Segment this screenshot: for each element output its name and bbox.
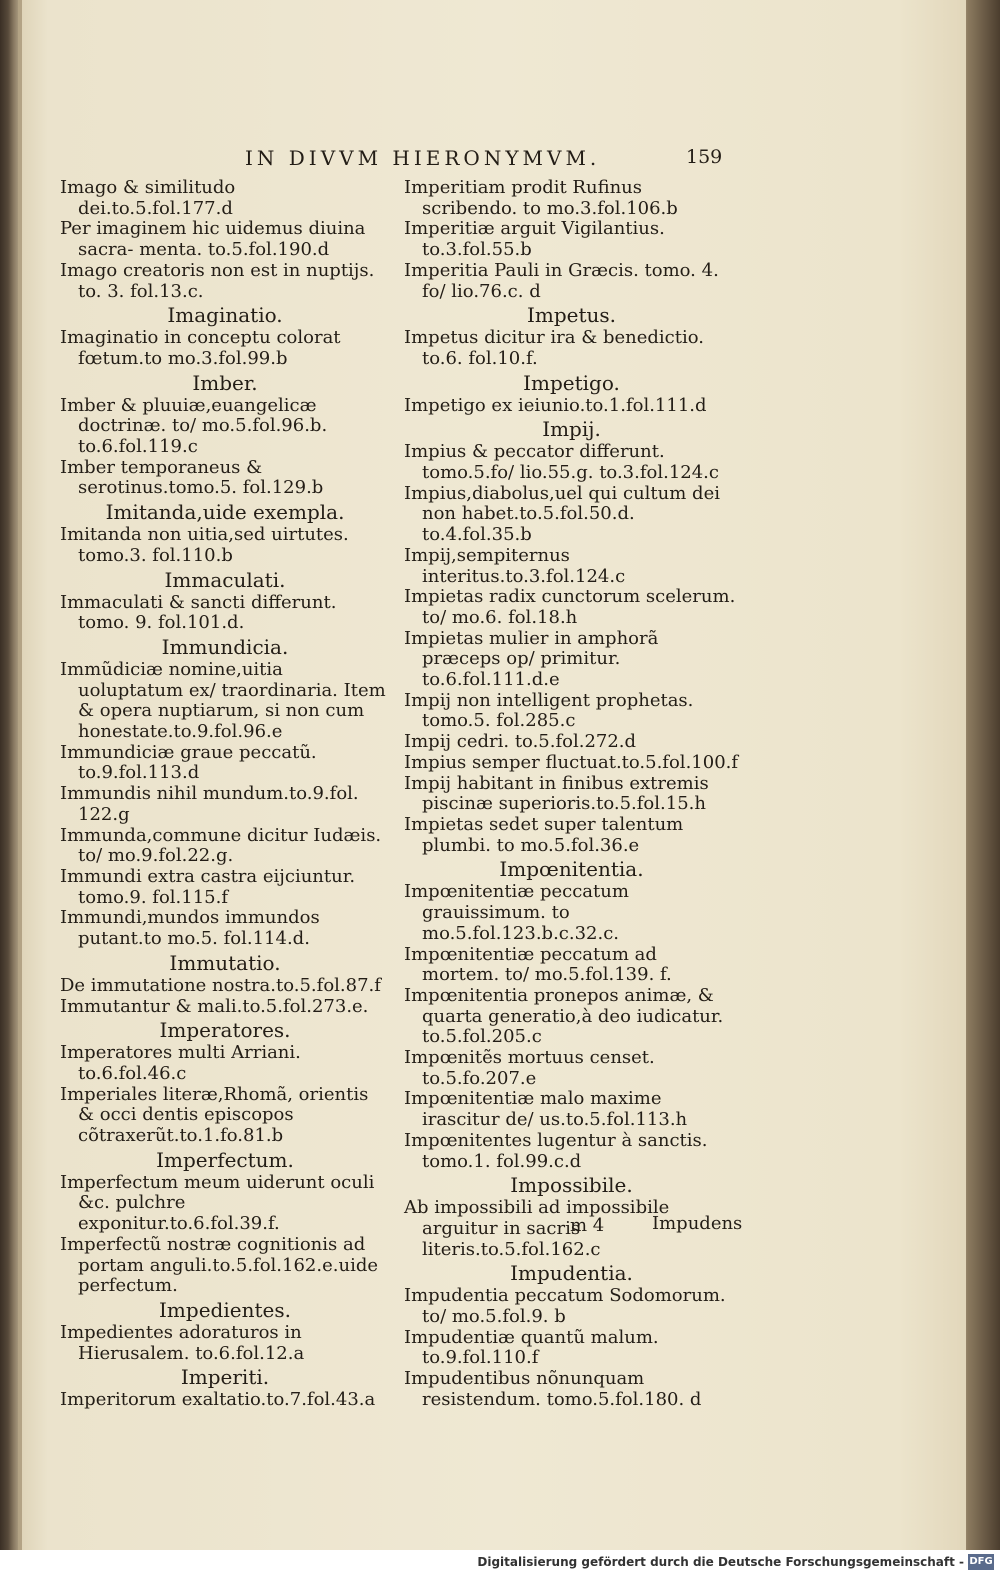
footer-credit: Digitalisierung gefördert durch die Deutsche Forschungsgemeinschaft - [477, 1555, 964, 1569]
index-entry: Imperiales literæ,Rhomã, orientis & occi dentis episcopos cõtraxerũt.to.1.fo.81.b [60, 1083, 369, 1147]
index-entry: Impius & peccator differunt. tomo.5.fo/ lio.55.g. to.3.fol.124.c [404, 441, 719, 484]
index-entry: Impetus dicitur ira & benedictio. to.6. fol.10.f. [404, 327, 704, 369]
page-number: 159 [686, 146, 723, 168]
index-heading: Impossibile. [510, 1173, 633, 1198]
index-heading: Immundicia. [161, 634, 289, 659]
index-heading: Imperfectum. [156, 1147, 294, 1172]
index-entry: Per imaginem hic uidemus diuina sacra- menta. to.5.fol.190.d [60, 218, 366, 261]
index-heading: Impœnitentia. [499, 857, 644, 882]
index-entry: Impetigo ex ieiunio.to.1.fol.111.d [404, 394, 707, 416]
index-entry: Impij habitant in finibus extremis piscinæ superioris.to.5.fol.15.h [404, 772, 709, 815]
index-heading: Impij. [542, 417, 601, 442]
index-entry: Imago creatoris non est in nuptijs. to. 3. fol.13.c. [60, 259, 375, 302]
index-entry: Impœnitentes lugentur à sanctis. tomo.1. fol.99.c.d [404, 1129, 708, 1172]
index-entry: Impietas radix cunctorum scelerum. to/ mo.6. fol.18.h [404, 586, 736, 628]
index-entry: Impudentia peccatum Sodomorum. to/ mo.5.fol.9. b [404, 1285, 726, 1328]
index-heading: Immaculati. [164, 567, 286, 592]
dfg-logo: DFG [968, 1554, 994, 1570]
index-entry: Impij non intelligent prophetas. tomo.5. fol.285.c [404, 689, 694, 732]
index-entry: Immutantur & mali.to.5.fol.273.e. [60, 995, 369, 1017]
index-entry: Immundiciæ graue peccatũ. to.9.fol.113.d [60, 741, 317, 784]
index-entry: Imitanda non uitia,sed uirtutes. tomo.3. fol.110.b [60, 524, 349, 566]
index-entry: Imago & similitudo dei.to.5.fol.177.d [60, 177, 236, 219]
index-entry: Imber & pluuiæ,euangelicæ doctrinæ. to/ mo.5.fol.96.b. to.6.fol.119.c [60, 394, 328, 458]
index-entry: Impietas sedet super talentum plumbi. to mo.5.fol.36.e [404, 813, 684, 856]
index-entry: Immundi,mundos immundos putant.to mo.5. fol.114.d. [60, 907, 320, 950]
index-entry: Imperitiæ arguit Vigilantius. to.3.fol.55.b [404, 218, 665, 261]
index-heading: Imber. [192, 370, 258, 395]
digitization-footer [0, 1550, 1000, 1577]
index-entry: De immutatione nostra.to.5.fol.87.f [60, 974, 381, 996]
index-entry: Impœnitentiæ malo maxime irascitur de/ us.to.5.fol.113.h [404, 1088, 688, 1131]
index-heading: Imaginatio. [167, 303, 283, 328]
index-entry: Imperfectũ nostræ cognitionis ad portam anguli.to.5.fol.162.e.uide perfectum. [60, 1233, 378, 1297]
index-entry: Immũdiciæ nomine,uitia uoluptatum ex/ traordinaria. Item & opera nuptiarum, si non cum honestate.to.9.fol.96.e [60, 658, 386, 743]
index-heading: Imperiti. [180, 1365, 270, 1390]
index-column-left [60, 178, 390, 1411]
signature-mark: m 4 [570, 1215, 605, 1236]
index-entry: Ab impossibili ad impossibile arguitur in sacris literis.to.5.fol.162.c [404, 1197, 670, 1260]
index-entry: Imber temporaneus & serotinus.tomo.5. fol.129.b [60, 456, 324, 499]
index-heading: Impudentia. [510, 1261, 633, 1286]
catchword: Impudens [652, 1213, 743, 1234]
index-entry: Impij,sempiternus interitus.to.3.fol.124.c [404, 544, 626, 587]
index-heading: Immutatio. [169, 950, 281, 975]
index-entry: Immunda,commune dicitur Iudæis. to/ mo.9.fol.22.g. [60, 824, 382, 867]
index-entry: Impietas mulier in amphorã præceps op/ primitur. to.6.fol.111.d.e [404, 627, 659, 691]
index-entry: Imperitorum exaltatio.to.7.fol.43.a [60, 1389, 376, 1411]
index-entry: Impius semper fluctuat.to.5.fol.100.f [404, 751, 739, 773]
index-entry: Imaginatio in conceptu colorat fœtum.to mo.3.fol.99.b [60, 327, 341, 369]
index-heading: Impetigo. [523, 370, 620, 395]
index-entry: Impœnitentiæ peccatum grauissimum. to mo.5.fol.123.b.c.32.c. [404, 881, 629, 944]
index-heading: Impedientes. [159, 1297, 291, 1322]
index-entry: Impudentiæ quantũ malum. to.9.fol.110.f [404, 1326, 659, 1369]
index-entry: Impius,diabolus,uel qui cultum dei non habet.to.5.fol.50.d. to.4.fol.35.b [404, 482, 720, 546]
index-entry: Impudentibus nõnunquam resistendum. tomo.5.fol.180. d [404, 1368, 702, 1410]
index-entry: Impœnitẽs mortuus censet. to.5.fo.207.e [404, 1047, 655, 1089]
index-entry: Imperfectum meum uiderunt oculi &c. pulchre exponitur.to.6.fol.39.f. [60, 1171, 375, 1235]
index-entry: Imperatores multi Arriani. to.6.fol.46.c [60, 1042, 301, 1084]
index-entry: Immundis nihil mundum.to.9.fol. 122.g [60, 783, 359, 825]
index-entry: Imperitiam prodit Rufinus scribendo. to mo.3.fol.106.b [404, 177, 678, 219]
page-gutter-edge [18, 0, 22, 1550]
index-heading: Impetus. [526, 303, 617, 328]
index-entry: Impœnitentiæ peccatum ad mortem. to/ mo.5.fol.139. f. [404, 943, 672, 986]
index-heading: Imitanda,uide exempla. [105, 500, 345, 525]
index-entry: Impedientes adoraturos in Hierusalem. to.6.fol.12.a [60, 1321, 305, 1364]
index-entry: Impœnitentia pronepos animæ, & quarta generatio,à deo iudicatur. to.5.fol.205.c [404, 984, 724, 1048]
index-entry: Impij cedri. to.5.fol.272.d [404, 731, 637, 753]
index-entry: Imperitia Pauli in Græcis. tomo. 4. fo/ lio.76.c. d [404, 259, 719, 302]
index-heading: Imperatores. [159, 1018, 291, 1043]
running-head: IN DIVVM HIERONYMVM. [245, 146, 601, 170]
index-entry: Immaculati & sancti differunt. tomo. 9. fol.101.d. [60, 591, 337, 634]
index-entry: Immundi extra castra eijciuntur. tomo.9. fol.115.f [60, 865, 356, 908]
